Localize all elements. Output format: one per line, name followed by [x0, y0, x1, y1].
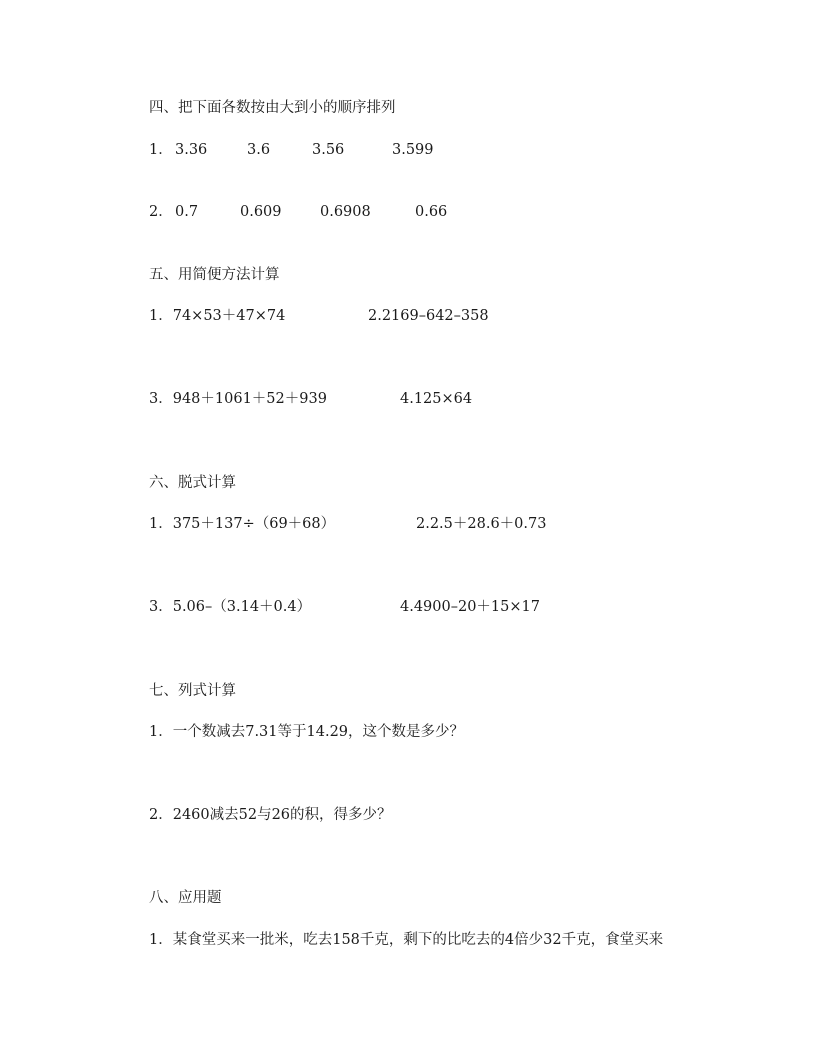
s4-q1-num-3: 3.56	[312, 142, 345, 158]
s6-q3: 3．5.06–（3.14＋0.4）	[149, 599, 312, 615]
s5-q2: 2.2169–642–358	[368, 308, 489, 324]
s6-q1: 1．375＋137÷（69＋68）	[149, 516, 336, 532]
s4-q1-label: 1．	[149, 142, 173, 158]
s4-q1-num-2: 3.6	[247, 142, 271, 158]
s7-q2: 2．2460减去52与26的积，得多少？	[149, 807, 392, 823]
s4-q2-num-1: 0.7	[175, 204, 199, 220]
section-5-heading: 五、用简便方法计算	[149, 267, 280, 283]
s6-q4: 4.4900–20＋15×17	[400, 599, 540, 615]
section-4-heading: 四、把下面各数按由大到小的顺序排列	[149, 100, 396, 116]
s6-q2: 2.2.5＋28.6＋0.73	[416, 516, 547, 532]
s5-q4: 4.125×64	[400, 391, 473, 407]
s4-q1-num-1: 3.36	[175, 142, 208, 158]
s8-q1: 1．某食堂买来一批米，吃去158千克，剩下的比吃去的4倍少32千克，食堂买来	[149, 932, 664, 948]
s4-q2-num-3: 0.6908	[320, 204, 371, 220]
s4-q2-num-2: 0.609	[240, 204, 282, 220]
s5-q3: 3．948＋1061＋52＋939	[149, 391, 327, 407]
section-8-heading: 八、应用题	[149, 890, 222, 906]
s7-q1: 1．一个数减去7.31等于14.29，这个数是多少？	[149, 724, 465, 740]
s5-q1: 1．74×53＋47×74	[149, 308, 286, 324]
s4-q2-label: 2．	[149, 204, 173, 220]
s4-q1-num-4: 3.599	[392, 142, 434, 158]
s4-q2-num-4: 0.66	[415, 204, 448, 220]
section-7-heading: 七、列式计算	[149, 683, 236, 699]
section-6-heading: 六、脱式计算	[149, 475, 236, 491]
